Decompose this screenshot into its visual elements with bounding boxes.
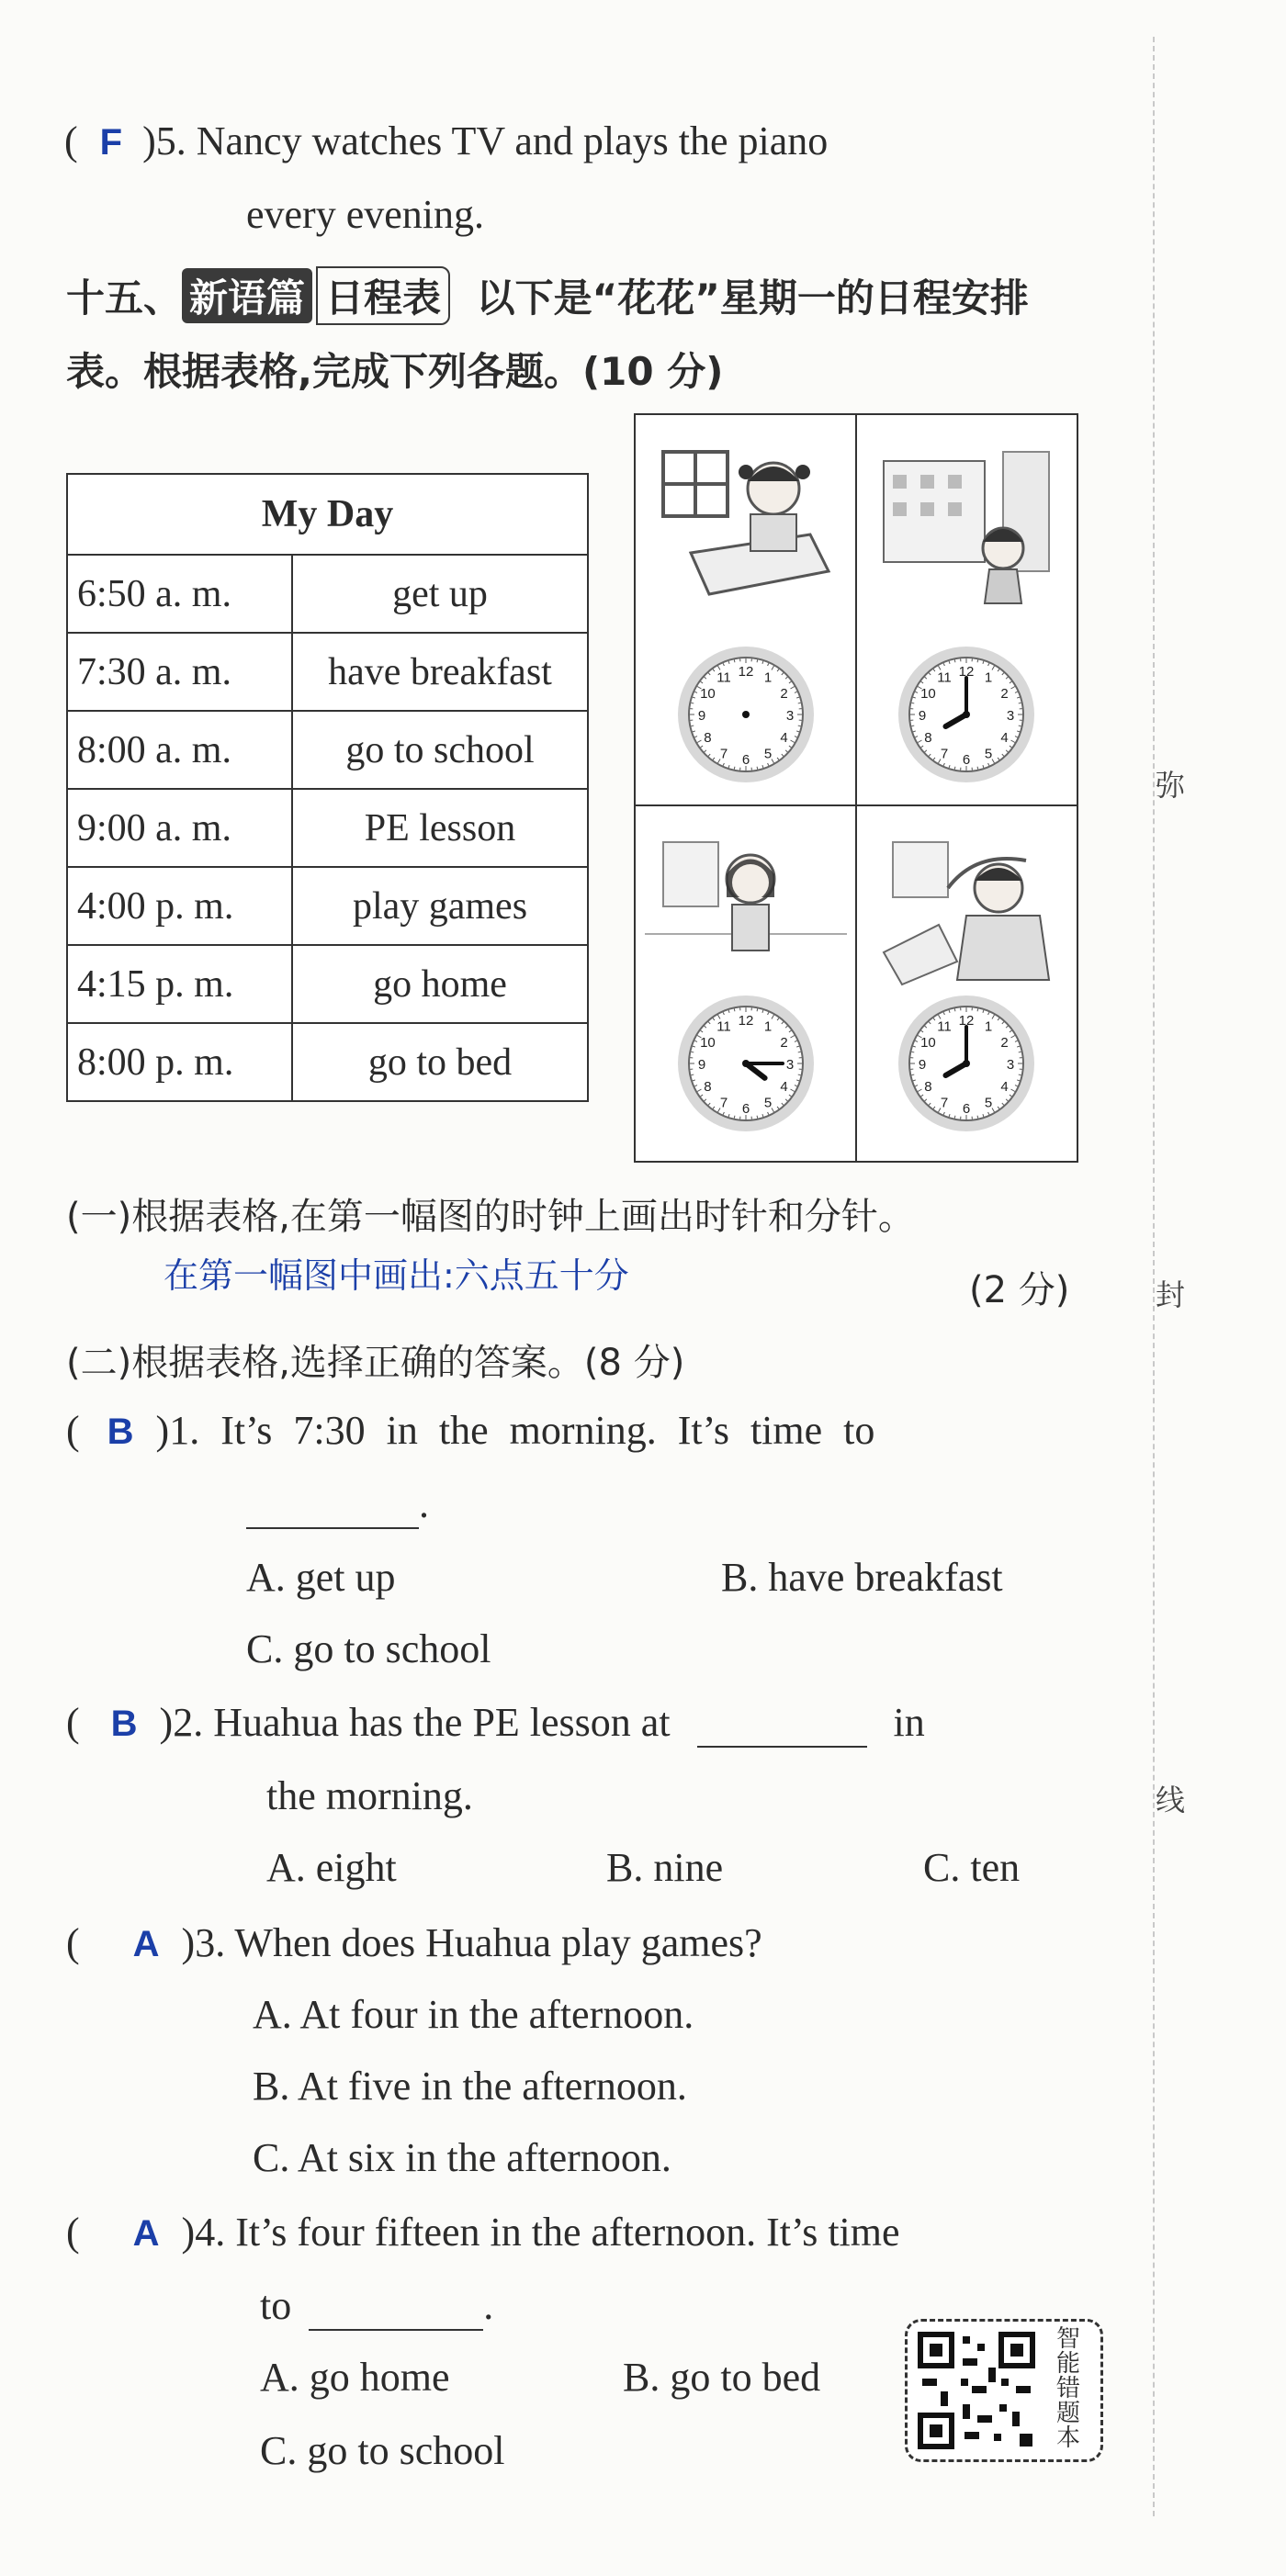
section-title-line2: 表。根据表格,完成下列各题。(10 分) [66,349,724,394]
clock-numeral: 4 [780,1079,788,1095]
clock-numeral: 6 [962,1101,971,1117]
clock-tick [757,1116,758,1119]
clock-tick [954,1116,955,1119]
clock-numeral: 1 [984,669,993,686]
q3-option-c: C. At six in the afternoon. [253,2135,671,2180]
clock-numeral: 9 [697,708,706,724]
clock-numeral: 2 [1000,686,1009,702]
clock-numeral: 4 [1000,730,1009,746]
clock-tick [977,1008,978,1011]
clock-numeral: 2 [1000,1035,1009,1051]
clock-numeral: 7 [940,1095,949,1111]
clock-center [742,1060,750,1067]
q1-blank[interactable] [246,1480,419,1529]
question-4: ( A )4. It’s four fifteen in the afternoon. It’s time [66,2210,900,2255]
q5-text: Nancy watches TV and plays the piano [196,118,829,163]
clock-numeral: 3 [1006,708,1015,724]
q1-line2: . [246,1480,429,1529]
table-row: 7:30 a. m. have breakfast [67,633,588,711]
clock-numeral: 8 [924,1079,932,1095]
part1-points: (2 分) [969,1269,1070,1311]
q5-line: ( F )5. Nancy watches TV and plays the piano [64,118,829,163]
clock-tick [954,659,955,662]
clock-1-blank[interactable] [674,643,818,786]
clock-numeral: 5 [984,746,993,762]
margin-char-mi: 弥 [1156,768,1186,803]
q2-option-b: B. nine [606,1845,724,1890]
clock-numeral: 8 [704,730,712,746]
part1-instruction: (一)根据表格,在第一幅图的时钟上画出时针和分针。 [66,1196,915,1238]
clock-tick [977,659,978,662]
q2-line2: the morning. [266,1773,473,1818]
q2-text: Huahua has the PE lesson at [213,1700,671,1745]
tag-schedule: 日程表 [316,266,450,325]
q5-number: )5. [142,118,186,163]
clock-numeral: 9 [918,1057,927,1073]
clock-numeral: 11 [716,1018,731,1035]
clock-numeral: 8 [924,730,932,746]
clock-center [963,1060,970,1067]
q1-option-a: A. get up [246,1555,396,1600]
q1-option-c: C. go to school [246,1626,491,1671]
margin-char-xian: 线 [1156,1783,1186,1817]
table-row: 6:50 a. m. get up [67,555,588,633]
clock-numeral: 1 [763,669,773,686]
tag-new-text: 新语篇 [182,268,312,323]
clock-tick [757,767,758,770]
q2-blank[interactable] [697,1699,867,1748]
q4-blank[interactable] [309,2282,483,2331]
q4-text: It’s four fifteen in the afternoon. It’s time [235,2210,900,2255]
clock-tick [734,767,735,770]
q1-text: It’s 7:30 in the morning. It’s time to [220,1408,875,1453]
clock-numeral: 11 [937,1018,952,1035]
clock-tick [691,1074,694,1075]
q3-text: When does Huahua play games? [234,1920,762,1965]
clock-numeral: 9 [918,708,927,724]
table-row: 8:00 p. m. go to bed [67,1023,588,1101]
part2-instruction: (二)根据表格,选择正确的答案。(8 分) [66,1342,685,1384]
clock-numeral: 9 [697,1057,706,1073]
clock-tick [954,767,955,770]
clock-numeral: 6 [741,1101,750,1117]
schedule-header: My Day [67,474,588,555]
q4-option-c: C. go to school [260,2428,505,2473]
clock-numeral: 5 [763,746,773,762]
clock-numeral: 5 [984,1095,993,1111]
q5-answer: F [99,122,123,163]
clock-numeral: 4 [1000,1079,1009,1095]
q4-answer: A [132,2213,160,2254]
question-3: ( A )3. When does Huahua play games? [66,1920,762,1965]
clock-numeral: 12 [738,1013,754,1029]
table-row: 4:15 p. m. go home [67,945,588,1023]
clock-tick [798,1074,801,1075]
clock-numeral: 11 [716,669,731,686]
clock-2 [895,643,1038,786]
clock-numeral: 12 [738,664,754,680]
clock-numeral: 12 [958,1013,975,1029]
clock-tick [734,1008,735,1011]
clock-numeral: 4 [780,730,788,746]
table-row: 8:00 a. m. go to school [67,711,588,789]
clock-numeral: 10 [700,686,716,702]
q4-line2: to . [260,2282,493,2331]
clock-tick [977,767,978,770]
clock-numeral: 3 [785,708,795,724]
clock-tick [734,659,735,662]
clock-numeral: 7 [719,1095,728,1111]
clock-numeral: 5 [763,1095,773,1111]
qr-code-box[interactable] [905,2319,1103,2462]
table-row: 4:00 p. m. play games [67,867,588,945]
q1-answer: B [107,1412,134,1452]
scene-home-illustration [645,824,847,989]
clock-numeral: 7 [719,746,728,762]
picture-grid [634,413,1078,1163]
clock-numeral: 6 [962,752,971,768]
clock-tick [977,1116,978,1119]
q1-option-b: B. have breakfast [721,1555,1003,1600]
q4-option-a: A. go home [260,2355,450,2400]
qr-code-icon [917,2331,1036,2450]
clock-numeral: 1 [763,1018,773,1035]
clock-numeral: 3 [785,1057,795,1073]
part1-handwritten-answer: 在第一幅图中画出:六点五十分 [164,1255,629,1296]
scene-school-illustration [865,433,1067,608]
clock-numeral: 8 [704,1079,712,1095]
clock-numeral: 10 [700,1035,716,1051]
section-title: 以下是“花花”星期一的日程安排 [476,276,1029,321]
q3-option-b: B. At five in the afternoon. [253,2064,687,2109]
q2-option-a: A. eight [266,1845,397,1890]
clock-tick [1019,1074,1021,1075]
clock-numeral: 1 [984,1018,993,1035]
question-2: ( B )2. Huahua has the PE lesson at in [66,1699,925,1748]
scene-bed-illustration [645,433,847,608]
clock-numeral: 11 [937,669,952,686]
q3-option-a: A. At four in the afternoon. [253,1992,694,2037]
section-heading [66,266,1029,325]
clock-tick [911,1074,914,1075]
q3-answer: A [132,1924,160,1964]
clock-center [742,711,750,718]
q2-option-c: C. ten [923,1845,1021,1890]
clock-tick [757,1008,758,1011]
section-number: 十五、 [66,276,183,321]
clock-center [963,711,970,718]
clock-numeral: 12 [958,664,975,680]
clock-tick [734,1116,735,1119]
clock-numeral: 7 [940,746,949,762]
table-row: 9:00 a. m. PE lesson [67,789,588,867]
q2-answer: B [110,1704,138,1744]
q4-option-b: B. go to bed [623,2355,821,2400]
margin-char-feng: 封 [1156,1277,1186,1312]
clock-4 [895,992,1038,1135]
clock-3 [674,992,818,1135]
clock-numeral: 10 [920,1035,936,1051]
clock-numeral: 6 [741,752,750,768]
clock-numeral: 2 [780,686,788,702]
q5-text-line2: every evening. [246,192,484,237]
clock-numeral: 10 [920,686,936,702]
binding-dashed-line [1153,37,1155,2516]
question-1: ( B )1. It’s 7:30 in the morning. It’s time to [66,1408,875,1453]
clock-numeral: 2 [780,1035,788,1051]
scene-bedtime-illustration [865,824,1067,989]
qr-label: 智能错题本 [1055,2325,1080,2452]
clock-numeral: 3 [1006,1057,1015,1073]
clock-tick [757,659,758,662]
clock-tick [954,1008,955,1011]
schedule-table [66,473,589,1102]
